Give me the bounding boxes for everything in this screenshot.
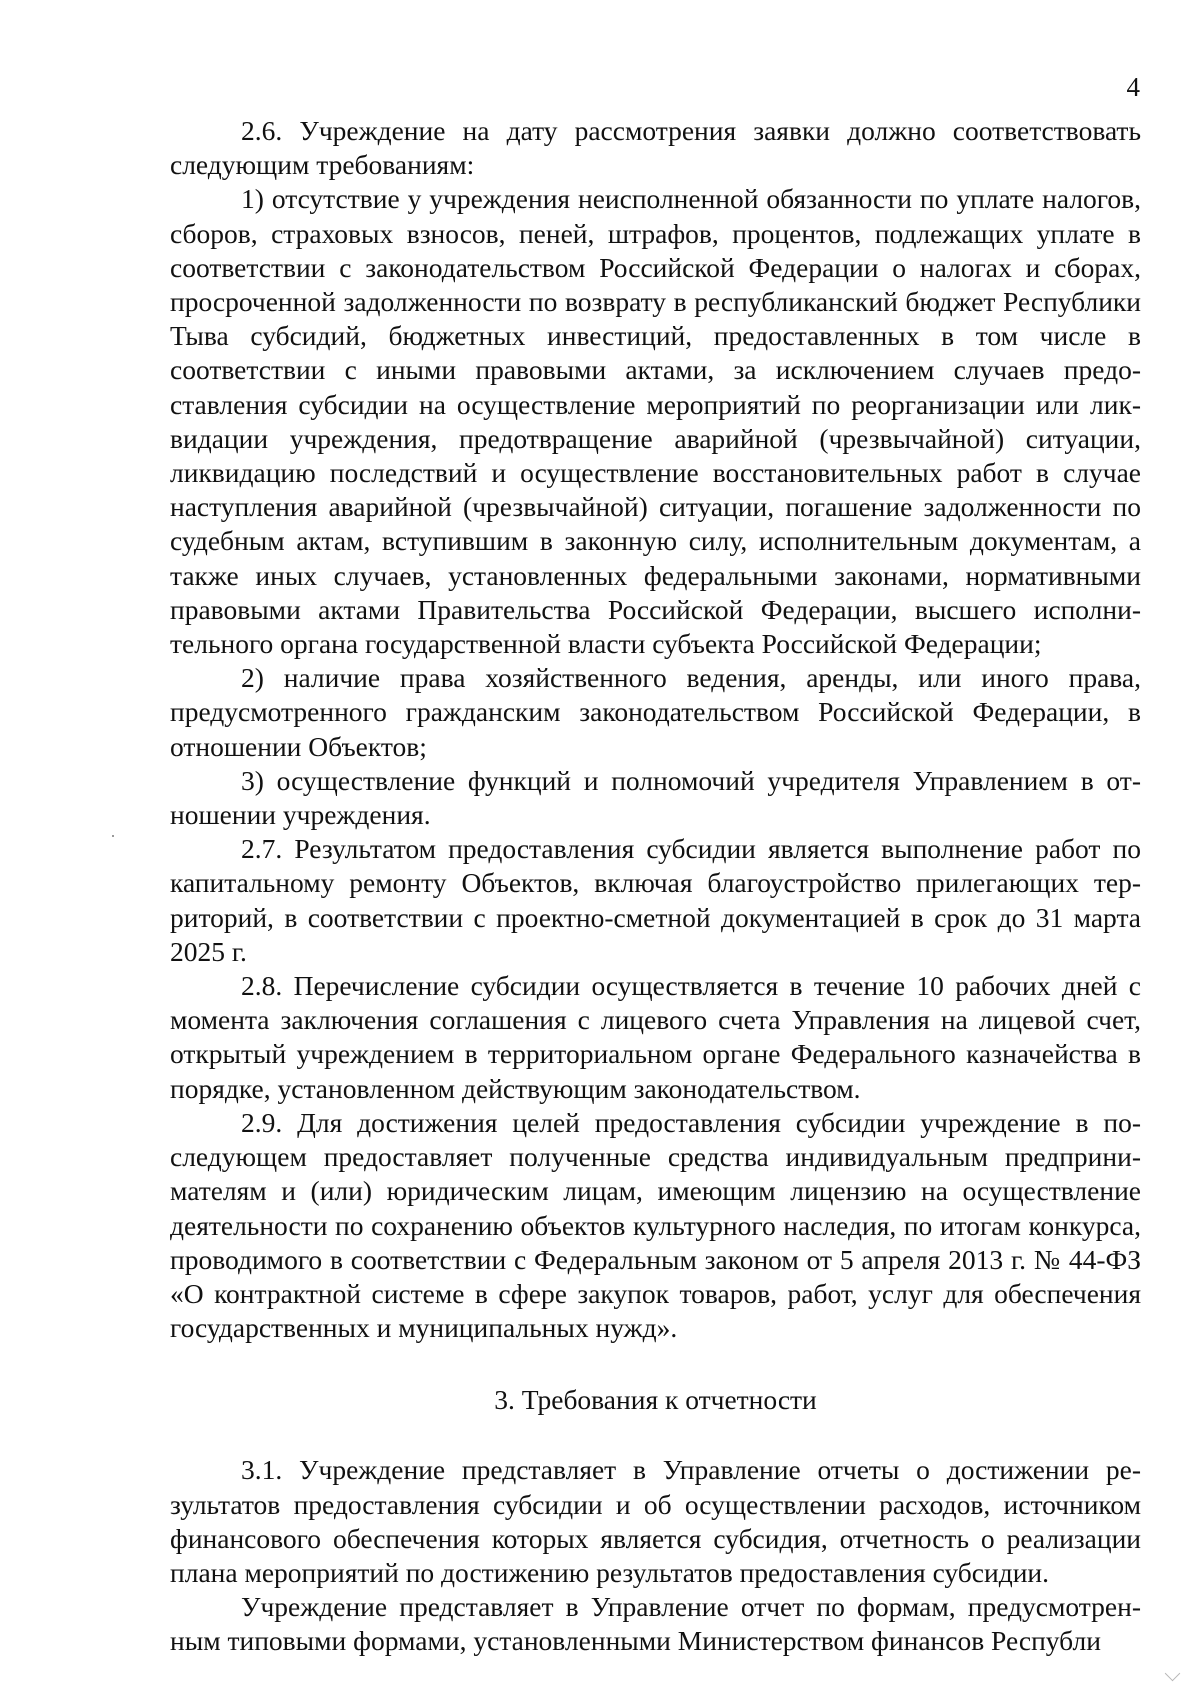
section-3-heading: 3. Требования к отчетности [494, 1384, 817, 1416]
paragraph-2-6-item-3: 3) осуществление функций и полномочий учредителя Управлением в отношении учреждения. [170, 764, 1141, 831]
scan-corner-mark [1165, 1666, 1181, 1682]
paragraph-2-6-item-2: 2) наличие права хозяйственного ведения, аренды, или иного права, предусмотренного гражданским законодательством Российской Федерации, в отношении Объектов; [170, 662, 1141, 762]
paragraph-2-6-item-1: 1) отсутствие у учреждения неисполненной обязанности по уплате налогов, сборов, страховых взносов, пеней, штрафов, процентов, подлежащих уплате в соответствии с законодательством Российской Федерации о налогах и сборах, просроченной задолженности по возврату в республиканский бюджет Республики Тыва субсидий, бюджетных инвестиций, предоставленных в том числе в соответствии с иными правовыми актами, за исключением случаев предоставления субсидии на осуществление мероприятий по реорганизации или ликвидации учреждения, предотвращение аварийной (чрезвычайной) ситуации, ликвидацию последствий и осуществление восстановительных работ в случае наступления аварийной (чрезвычайной) ситуации, погашение задолженности по судебным актам, вступившим в законную силу, исполнительным документам, а также иных случаев, установленных федеральными законами, нормативными правовыми актами Правительства Российской Федерации, высшего исполнительного органа государственной власти субъекта Российской Федерации; [170, 183, 1141, 660]
paragraph-2-8: 2.8. Перечисление субсидии осуществляется в течение 10 рабочих дней с момента заключения соглашения с лицевого счета Управления на лицевой счет, открытый учреждением в территориальном органе Федерального казначейства в порядке, установленном действующим законодательством. [170, 970, 1141, 1104]
paragraph-2-7: 2.7. Результатом предоставления субсидии является выполнение работ по капитальному ремонту Объектов, включая благоустройство прилегающих территорий, в соответствии с проектно-сметной документацией в срок до 31 марта 2025 г. [170, 833, 1141, 967]
scan-speck [112, 835, 114, 837]
paragraph-3-1-continued: Учреждение представляет в Управление отчет по формам, предусмотренным типовыми формами, установленными Министерством финансов Республи [170, 1591, 1141, 1657]
paragraph-2-9: 2.9. Для достижения целей предоставления субсидии учреждение в последующем предоставляет полученные средства индивидуальным предпринимателям и (или) юридическим лицам, имеющим лицензию на осуществление деятельности по сохранению объектов культурного наследия, по итогам конкурса, проводимого в соответствии с Федеральным законом от 5 апреля 2013 г. № 44-ФЗ «О контрактной системе в сфере закупок товаров, работ, услуг для обеспечения государственных и муниципальных нужд». [170, 1106, 1141, 1344]
paragraph-3-1: 3.1. Учреждение представляет в Управление отчеты о достижении результатов предоставления субсидии и об осуществлении расходов, источником финансового обеспечения которых является субсидия, отчетность о реализации плана мероприятий по достижению результатов предоставления субсидии. [170, 1454, 1141, 1588]
paragraph-2-6: 2.6. Учреждение на дату рассмотрения заявки должно соответствовать следующим требованиям: [170, 115, 1141, 181]
document-body [170, 114, 1141, 1659]
page-number: 4 [1126, 72, 1140, 102]
